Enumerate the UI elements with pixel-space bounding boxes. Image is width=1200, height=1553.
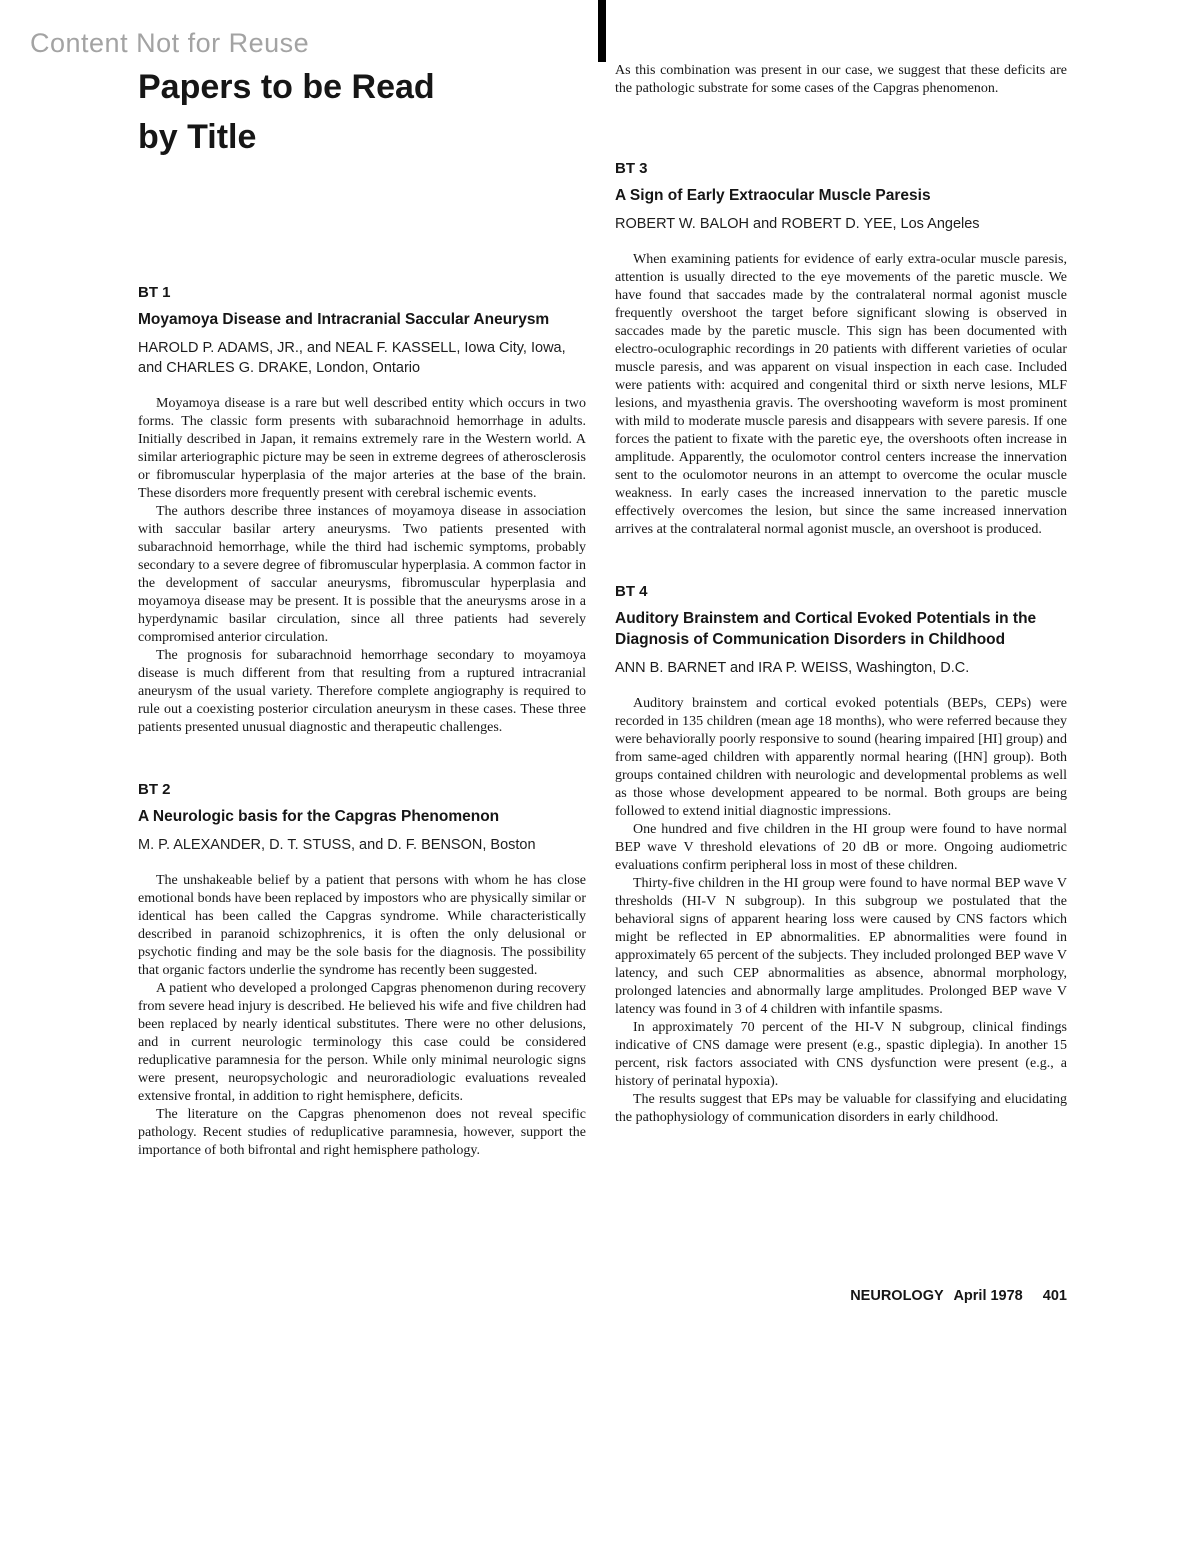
abstract-paragraph: When examining patients for evidence of early extra-ocular muscle paresis, attention is usually directed to the eye movements of the paretic muscle. We have found that saccades made by the contralateral normal agonist muscle frequently overshoot the target before significant slowing is observed in saccades made by the paretic muscle. This sign has been documented with electro-oculographic recordings in 20 patients with different varieties of ocular muscle paresis, and was apparent on visual inspection in each case. Included were patients with: acquired and congenital third or sixth nerve lesions, MLF lesions, and myasthenia gravis. The overshooting waveform is most prominent with mild to moderate muscle paresis and disappears with severe paresis. If one forces the patient to fixate with the paretic eye, the overshoots often increase in amplitude. Apparently, the oculomotor control centers increase the innervation sent to the oculomotor neurons in an attempt to overcome the ocular muscle weakness. In early cases the increased innervation to the paretic muscle effectively overcomes the lesion, but since the same increased innervation arrives at the contralateral normal agonist muscle, an overshoot is produced.: [615, 252, 1067, 537]
page-title-line2: by Title: [138, 118, 257, 156]
journal-name: NEUROLOGY: [850, 1288, 944, 1304]
issue-date: April 1978: [953, 1288, 1023, 1304]
abstract-paragraph: One hundred and five children in the HI group were found to have normal BEP wave V threshold elevations of 20 dB or more. Ongoing audiometric evaluations confirm peripheral loss in most of these children.: [615, 822, 1067, 873]
section-title: A Neurologic basis for the Capgras Phenomenon: [138, 808, 500, 825]
abstract-section-bt4: [615, 583, 1067, 1127]
abstract-paragraph: The results suggest that EPs may be valuable for classifying and elucidating the pathophysiology of communication disorders in early childhood.: [615, 1092, 1067, 1125]
page-title: [138, 62, 598, 162]
abstract-paragraph: A patient who developed a prolonged Capgras phenomenon during recovery from severe head injury is described. He believed his wife and five children had been replaced by nearly identical substitutes. There were no other delusions, and in current neurologic terminology this case could be considered reduplicative paramnesia for the person. While only minimal neurologic signs were present, neuropsychologic and neuroradiologic evaluations revealed extensive frontal, in addition to right hemisphere, deficits.: [138, 981, 586, 1104]
abstract-paragraph: Thirty-five children in the HI group were found to have normal BEP wave V thresholds (HI-V N subgroup). In this subgroup we postulated that the behavioral signs of apparent hearing loss were caused by CNS factors which might be reflected in EP abnormalities. EP abnormalities were found in approximately 65 percent of the subjects. They included prolonged BEP wave V latency, and such CEP abnormalities as absence, abnormal morphology, prolonged latencies and abnormally large amplitudes. Prolonged BEP wave V latency was found in 3 of 4 children with infantile spasms.: [615, 876, 1067, 1017]
watermark: Content Not for Reuse: [30, 28, 310, 58]
abstract-paragraph: Auditory brainstem and cortical evoked potentials (BEPs, CEPs) were recorded in 135 children (mean age 18 months), who were referred because they were behaviorally poorly responsive to sound (hearing impaired [HI] group) and from same-aged children with apparently normal hearing ([HN] group). Both groups contained children with neurologic and developmental problems as well as those whose development appeared to be normal. Both groups are being followed to extend initial diagnostic impressions.: [615, 696, 1067, 819]
section-authors: HAROLD P. ADAMS, JR., and NEAL F. KASSELL, Iowa City, Iowa, and CHARLES G. DRAKE, London, Ontario: [138, 340, 566, 376]
right-column: [615, 62, 1067, 1127]
section-authors: ROBERT W. BALOH and ROBERT D. YEE, Los Angeles: [615, 216, 980, 232]
abstract-paragraph: The unshakeable belief by a patient that persons with whom he has close emotional bonds have been replaced by impostors who are physically similar or identical has been called the Capgras syndrome. While characteristically described in paranoid schizophrenics, it is often the only delusional or psychotic finding and may be the sole basis for the diagnosis. The possibility that organic factors underlie the syndrome has recently been suggested.: [138, 873, 586, 978]
abstract-paragraph: In approximately 70 percent of the HI-V N subgroup, clinical findings indicative of CNS damage were present (e.g., spastic diplegia). In another 15 percent, risk factors associated with CNS dysfunction were present (e.g., a history of perinatal hypoxia).: [615, 1020, 1067, 1089]
continuation-paragraph: As this combination was present in our case, we suggest that these deficits are the pathologic substrate for some cases of the Capgras phenomenon.: [615, 63, 1067, 96]
left-column: [138, 284, 586, 1160]
section-label: BT 4: [615, 583, 648, 600]
section-label: BT 2: [138, 781, 171, 798]
abstract-paragraph: The prognosis for subarachnoid hemorrhage secondary to moyamoya disease is much different from that resulting from a ruptured intracranial aneurysm of the usual variety. Therefore complete angiography is required to rule out a coexisting posterior circulation aneurysm in these cases. These three patients presented unusual diagnostic and therapeutic challenges.: [138, 648, 586, 735]
section-label: BT 1: [138, 284, 171, 301]
abstract-section-bt1: [138, 284, 586, 737]
section-authors: ANN B. BARNET and IRA P. WEISS, Washington, D.C.: [615, 660, 970, 676]
abstract-paragraph: Moyamoya disease is a rare but well described entity which occurs in two forms. The classic form presents with subarachnoid hemorrhage in adults. Initially described in Japan, it remains extremely rare in the Western world. A similar arteriographic picture may be seen in extreme degrees of atherosclerosis or fibromuscular hyperplasia of the major arteries at the base of the brain. These disorders more frequently present with cerebral ischemic events.: [138, 396, 586, 501]
scan-artifact-bar: [598, 0, 606, 62]
abstract-paragraph: The literature on the Capgras phenomenon does not reveal specific pathology. Recent studies of reduplicative paramnesia, however, support the importance of both bifrontal and right hemisphere pathology.: [138, 1107, 586, 1158]
section-authors: M. P. ALEXANDER, D. T. STUSS, and D. F. BENSON, Boston: [138, 837, 536, 853]
page-footer: [615, 1288, 1067, 1304]
section-label: BT 3: [615, 160, 648, 177]
page-number: 401: [1042, 1288, 1067, 1304]
section-title: A Sign of Early Extraocular Muscle Paresis: [615, 187, 931, 204]
page-title-line1: Papers to be Read: [138, 68, 435, 106]
section-title: Moyamoya Disease and Intracranial Saccular Aneurysm: [138, 311, 550, 328]
abstract-section-bt3: [615, 160, 1067, 539]
section-title: Auditory Brainstem and Cortical Evoked Potentials in the Diagnosis of Communication Disorders in Childhood: [615, 610, 1037, 648]
abstract-section-bt2: [138, 781, 586, 1160]
abstract-paragraph: The authors describe three instances of moyamoya disease in association with saccular basilar artery aneurysms. Two patients presented with subarachnoid hemorrhage, while the third had ischemic symptoms, probably secondary to a severe degree of fibromuscular hyperplasia. A common factor in the development of saccular aneurysms, fibromuscular hyperplasia and moyamoya disease may be present. It is possible that the aneurysms arose in a hyperdynamic basilar circulation, since all three patients had severely compromised anterior circulation.: [138, 504, 586, 645]
